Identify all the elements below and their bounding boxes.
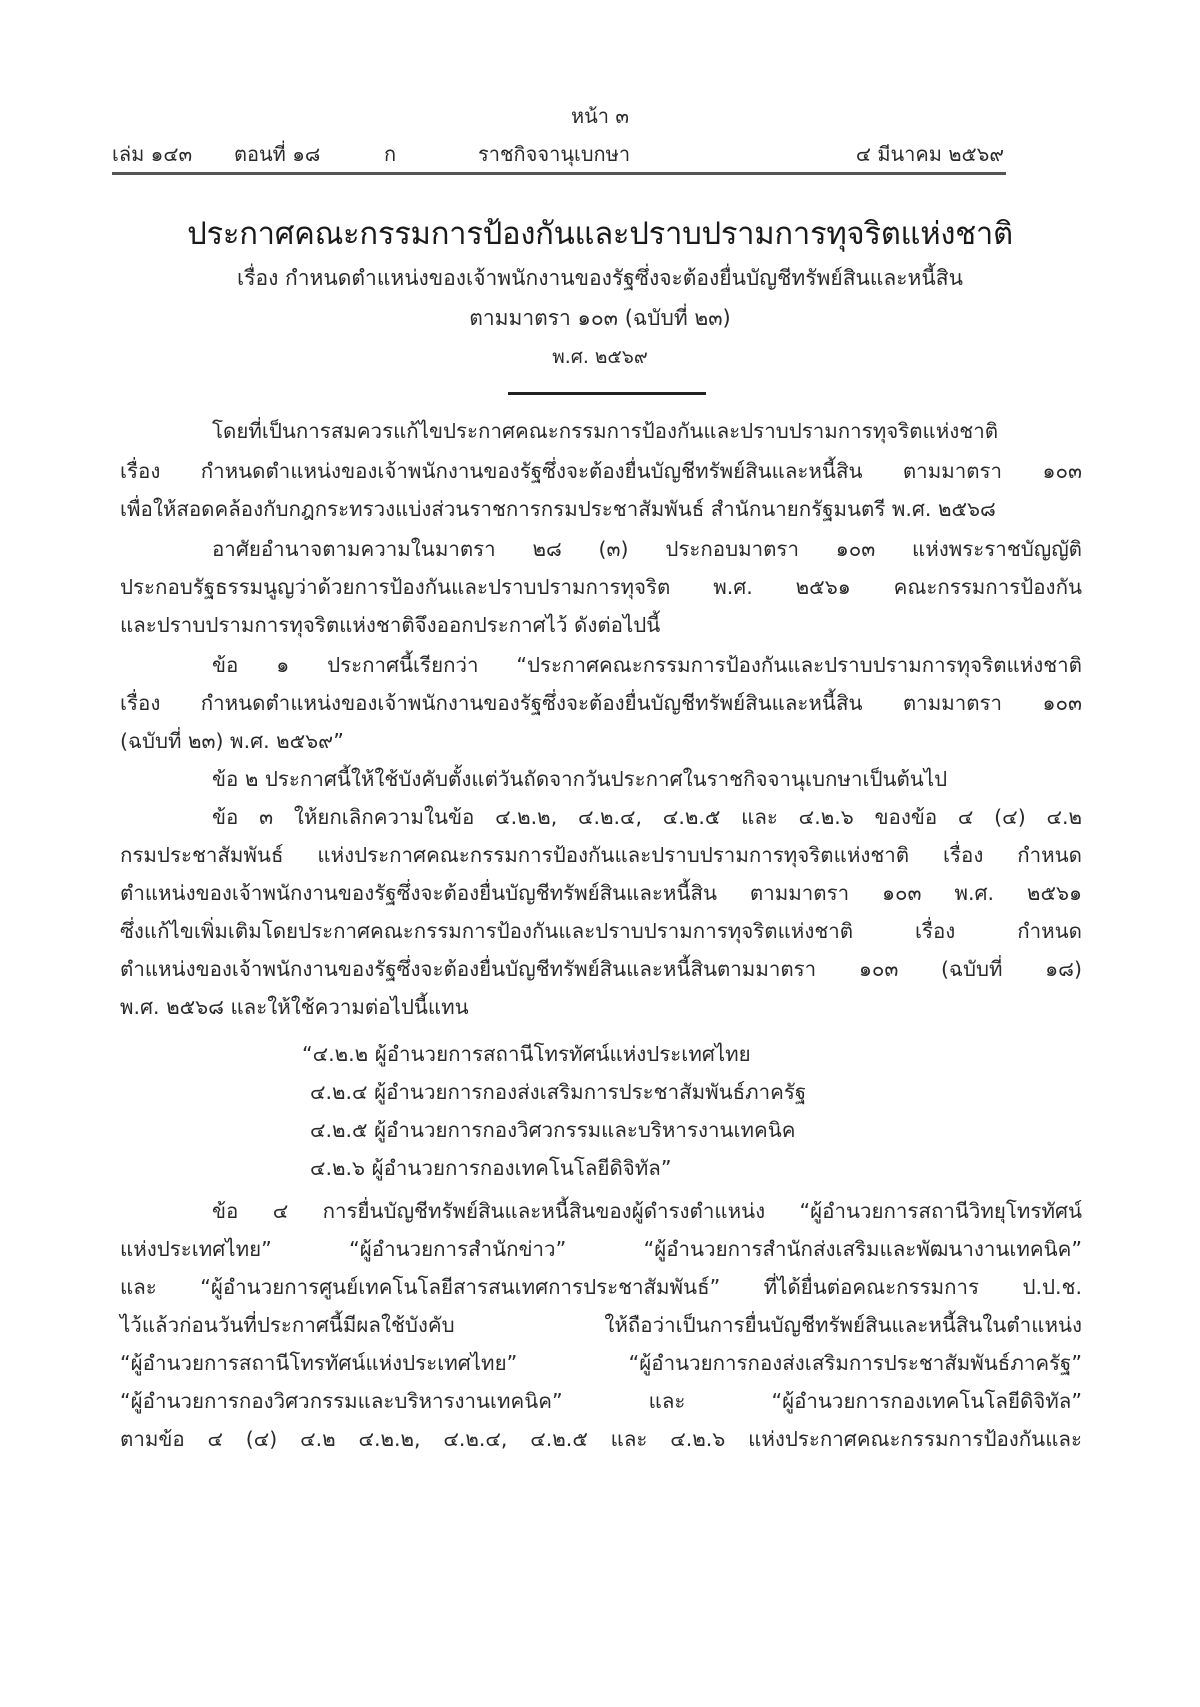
publication-name: ราชกิจจานุเบกษา (478, 142, 631, 166)
body-line: ประกอบรัฐธรรมนูญว่าด้วยการป้องกันและปราบปรามการทุจริต พ.ศ. ๒๕๖๑ คณะกรรมการป้องกัน (120, 575, 1082, 599)
list-item: ๔.๒.๖ ผู้อำนวยการกองเทคโนโลยีดิจิทัล” (310, 1156, 672, 1180)
body-line: ตามข้อ ๔ (๔) ๔.๒ ๔.๒.๒, ๔.๒.๔, ๔.๒.๕ และ ๔.๒.๖ แห่งประกาศคณะกรรมการป้องกันและ (120, 1427, 1082, 1451)
title-divider (508, 392, 706, 395)
body-line: อาศัยอำนาจตามความในมาตรา ๒๘ (๓) ประกอบมาตรา ๑๐๓ แห่งพระราชบัญญัติ (212, 537, 1082, 561)
body-line: และ “ผู้อำนวยการศูนย์เทคโนโลยีสารสนเทศการประชาสัมพันธ์” ที่ได้ยื่นต่อคณะกรรมการ ป.ป.ช. (120, 1275, 1082, 1299)
body-line: (ฉบับที่ ๒๓) พ.ศ. ๒๕๖๙” (120, 729, 344, 753)
document-year: พ.ศ. ๒๕๖๙ (552, 346, 648, 368)
list-item: ๔.๒.๔ ผู้อำนวยการกองส่งเสริมการประชาสัมพันธ์ภาครัฐ (310, 1080, 807, 1104)
body-line: ไว้แล้วก่อนวันที่ประกาศนี้มีผลใช้บังคับ ให้ถือว่าเป็นการยื่นบัญชีทรัพย์สินและหนี้สินในตำแหน่ง (120, 1313, 1082, 1337)
section-label: ก (384, 142, 397, 166)
list-item: ๔.๒.๕ ผู้อำนวยการกองวิศวกรรมและบริหารงานเทคนิค (310, 1118, 796, 1142)
body-line: โดยที่เป็นการสมควรแก้ไขประกาศคณะกรรมการป้องกันและปราบปรามการทุจริตแห่งชาติ (212, 419, 999, 443)
body-line: เรื่อง กำหนดตำแหน่งของเจ้าพนักงานของรัฐซึ่งจะต้องยื่นบัญชีทรัพย์สินและหนี้สิน ตามมาตรา ๑๐๓ (120, 691, 1082, 715)
body-line: ตำแหน่งของเจ้าพนักงานของรัฐซึ่งจะต้องยื่นบัญชีทรัพย์สินและหนี้สิน ตามมาตรา ๑๐๓ พ.ศ. ๒๕๖๑ (120, 881, 1082, 905)
body-line: และปราบปรามการทุจริตแห่งชาติจึงออกประกาศไว้ ดังต่อไปนี้ (120, 613, 661, 637)
section-reference: ตามมาตรา ๑๐๓ (ฉบับที่ ๒๓) (469, 306, 731, 330)
header-divider (112, 172, 1006, 175)
body-line: “ผู้อำนวยการสถานีโทรทัศน์แห่งประเทศไทย” “ผู้อำนวยการกองส่งเสริมการประชาสัมพันธ์ภาครัฐ” (120, 1351, 1082, 1375)
volume-label: เล่ม ๑๔๓ (112, 142, 193, 166)
body-line: พ.ศ. ๒๕๖๘ และให้ใช้ความต่อไปนี้แทน (120, 995, 469, 1019)
document-title: ประกาศคณะกรรมการป้องกันและปราบปรามการทุจริตแห่งชาติ (187, 216, 1013, 252)
clause-3: ข้อ ๓ ให้ยกเลิกความในข้อ ๔.๒.๒, ๔.๒.๔, ๔.๒.๕ และ ๔.๒.๖ ของข้อ ๔ (๔) ๔.๒ (212, 805, 1082, 829)
body-line: กรมประชาสัมพันธ์ แห่งประกาศคณะกรรมการป้องกันและปราบปรามการทุจริตแห่งชาติ เรื่อง กำหนด (120, 843, 1082, 867)
body-line: เรื่อง กำหนดตำแหน่งของเจ้าพนักงานของรัฐซึ่งจะต้องยื่นบัญชีทรัพย์สินและหนี้สิน ตามมาตรา ๑๐๓ (120, 459, 1082, 483)
document-subject: เรื่อง กำหนดตำแหน่งของเจ้าพนักงานของรัฐซึ่งจะต้องยื่นบัญชีทรัพย์สินและหนี้สิน (237, 266, 963, 290)
issue-label: ตอนที่ ๑๘ (234, 142, 321, 166)
page-number: หน้า ๓ (570, 104, 630, 128)
body-line: แห่งประเทศไทย” “ผู้อำนวยการสำนักข่าว” “ผู้อำนวยการสำนักส่งเสริมและพัฒนางานเทคนิค” (120, 1237, 1082, 1261)
clause-2: ข้อ ๒ ประกาศนี้ให้ใช้บังคับตั้งแต่วันถัดจากวันประกาศในราชกิจจานุเบกษาเป็นต้นไป (212, 767, 948, 791)
body-line: ซึ่งแก้ไขเพิ่มเติมโดยประกาศคณะกรรมการป้องกันและปราบปรามการทุจริตแห่งชาติ เรื่อง กำหนด (120, 919, 1082, 943)
clause-1: ข้อ ๑ ประกาศนี้เรียกว่า “ประกาศคณะกรรมการป้องกันและปราบปรามการทุจริตแห่งชาติ (212, 653, 1082, 677)
body-line: เพื่อให้สอดคล้องกับกฎกระทรวงแบ่งส่วนราชการกรมประชาสัมพันธ์ สำนักนายกรัฐมนตรี พ.ศ. ๒๕๖๘ (120, 497, 996, 521)
gazette-header (112, 134, 1004, 168)
body-line: ตำแหน่งของเจ้าพนักงานของรัฐซึ่งจะต้องยื่นบัญชีทรัพย์สินและหนี้สินตามมาตรา ๑๐๓ (ฉบับที่ ๑๘) (120, 957, 1082, 981)
publication-date: ๔ มีนาคม ๒๕๖๙ (855, 142, 1004, 166)
body-line: “ผู้อำนวยการกองวิศวกรรมและบริหารงานเทคนิค” และ “ผู้อำนวยการกองเทคโนโลยีดิจิทัล” (120, 1389, 1082, 1413)
clause-4: ข้อ ๔ การยื่นบัญชีทรัพย์สินและหนี้สินของผู้ดำรงตำแหน่ง “ผู้อำนวยการสถานีวิทยุโทรทัศน์ (212, 1199, 1082, 1223)
list-item: “๔.๒.๒ ผู้อำนวยการสถานีโทรทัศน์แห่งประเทศไทย (302, 1042, 751, 1066)
